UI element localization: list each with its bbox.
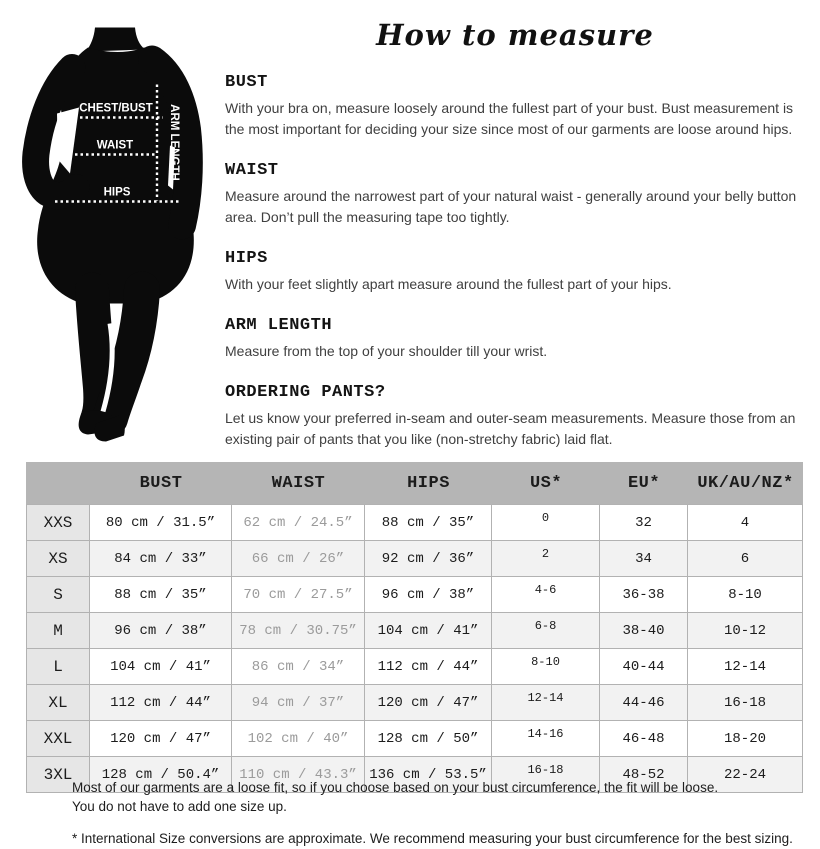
- bust-cell: 96 cm / 38”: [90, 613, 232, 649]
- table-row-xs: [26, 541, 803, 577]
- table-row-xxs: [26, 504, 803, 541]
- table-row-xxl: [26, 721, 803, 757]
- us-cell: 4-6: [492, 577, 600, 613]
- uk-au-nz-cell: 10-12: [688, 613, 803, 649]
- uk-au-nz-cell: 12-14: [688, 649, 803, 685]
- uk-au-nz-cell: 16-18: [688, 685, 803, 721]
- chest-label: CHEST/BUST: [79, 102, 153, 115]
- eu-cell: 32: [600, 504, 688, 541]
- size-cell: XS: [26, 541, 90, 577]
- section-body: With your bra on, measure loosely around the fullest part of your bust. Bust measurement is the most important for deciding your size since most of our garments are loose around hips.: [225, 100, 794, 137]
- section-waist: [225, 161, 805, 228]
- waist-cell: 78 cm / 30.75”: [232, 613, 365, 649]
- hips-cell: 136 cm / 53.5”: [365, 757, 492, 793]
- hips-label: HIPS: [103, 186, 131, 199]
- uk-au-nz-cell: 6: [688, 541, 803, 577]
- page-title: How to measure: [376, 18, 654, 52]
- eu-cell: 40-44: [600, 649, 688, 685]
- bust-cell: 84 cm / 33”: [90, 541, 232, 577]
- section-arm-length: [225, 316, 805, 362]
- eu-cell: 34: [600, 541, 688, 577]
- waist-cell: 66 cm / 26”: [232, 541, 365, 577]
- table-row-l: [26, 649, 803, 685]
- bust-cell: 128 cm / 50.4”: [90, 757, 232, 793]
- instructions-column: [225, 18, 805, 450]
- measurement-figure: [12, 26, 222, 444]
- right-leg: [110, 290, 142, 419]
- table-header-row: [26, 462, 803, 504]
- header-cell-size: [26, 462, 90, 504]
- size-cell: XXL: [26, 721, 90, 757]
- us-cell: 8-10: [492, 649, 600, 685]
- size-cell: XXS: [26, 504, 90, 541]
- eu-cell: 38-40: [600, 613, 688, 649]
- us-cell: 14-16: [492, 721, 600, 757]
- bust-cell: 120 cm / 47”: [90, 721, 232, 757]
- waist-cell: 94 cm / 37”: [232, 685, 365, 721]
- table-row-m: [26, 613, 803, 649]
- section-heading: BUST: [225, 73, 268, 92]
- footer-notes: [72, 778, 814, 848]
- section-ordering-pants: [225, 383, 805, 450]
- section-body: Let us know your preferred in-seam and outer-seam measurements. Measure those from an existing pair of pants that you like (non-stretchy fabric) laid flat.: [225, 410, 796, 447]
- section-heading: WAIST: [225, 161, 279, 180]
- uk-au-nz-cell: 18-20: [688, 721, 803, 757]
- section-body: With your feet slightly apart measure around the fullest part of your hips.: [225, 276, 672, 292]
- section-heading: ORDERING PANTS?: [225, 383, 386, 402]
- waist-cell: 70 cm / 27.5”: [232, 577, 365, 613]
- waist-cell: 62 cm / 24.5”: [232, 504, 365, 541]
- uk-au-nz-cell: 8-10: [688, 577, 803, 613]
- arm-length-label: ARM LENGTH: [168, 104, 180, 181]
- uk-au-nz-cell: 22-24: [688, 757, 803, 793]
- bust-cell: 104 cm / 41”: [90, 649, 232, 685]
- header-cell-eu: EU*: [600, 462, 688, 504]
- section-heading: HIPS: [225, 249, 268, 268]
- size-chart-table: [26, 462, 803, 793]
- section-heading: ARM LENGTH: [225, 316, 333, 335]
- waist-cell: 110 cm / 43.3”: [232, 757, 365, 793]
- hips-cell: 96 cm / 38”: [365, 577, 492, 613]
- bust-cell: 80 cm / 31.5”: [90, 504, 232, 541]
- size-cell: S: [26, 577, 90, 613]
- us-cell: 6-8: [492, 613, 600, 649]
- uk-au-nz-cell: 4: [688, 504, 803, 541]
- table-row-xl: [26, 685, 803, 721]
- waist-cell: 102 cm / 40”: [232, 721, 365, 757]
- hips-cell: 120 cm / 47”: [365, 685, 492, 721]
- loose-fit-note-line1: Most of our garments are a loose fit, so if you choose based on your bust circumference, the fit will be loose.: [72, 780, 719, 795]
- header-cell-waist: WAIST: [232, 462, 365, 504]
- section-bust: [225, 73, 805, 140]
- us-cell: 12-14: [492, 685, 600, 721]
- section-hips: [225, 249, 805, 295]
- header-cell-uk-au-nz: UK/AU/NZ*: [688, 462, 803, 504]
- us-cell: 16-18: [492, 757, 600, 793]
- header-cell-hips: HIPS: [365, 462, 492, 504]
- hips-cell: 104 cm / 41”: [365, 613, 492, 649]
- us-cell: 0: [492, 504, 600, 541]
- header-cell-bust: BUST: [90, 462, 232, 504]
- eu-cell: 36-38: [600, 577, 688, 613]
- loose-fit-note-line2: You do not have to add one size up.: [72, 799, 287, 814]
- size-cell: L: [26, 649, 90, 685]
- section-body: Measure from the top of your shoulder till your wrist.: [225, 343, 548, 359]
- hips-cell: 92 cm / 36”: [365, 541, 492, 577]
- section-body: Measure around the narrowest part of your natural waist - generally around your belly button area. Don’t pull the measuring tape too tightly.: [225, 188, 797, 225]
- body-silhouette-svg: [12, 26, 222, 444]
- hips-cell: 88 cm / 35”: [365, 504, 492, 541]
- waist-cell: 86 cm / 34”: [232, 649, 365, 685]
- hips-cell: 128 cm / 50”: [365, 721, 492, 757]
- bust-cell: 88 cm / 35”: [90, 577, 232, 613]
- us-cell: 2: [492, 541, 600, 577]
- bust-cell: 112 cm / 44”: [90, 685, 232, 721]
- body-silhouette: [86, 28, 145, 52]
- size-cell: 3XL: [26, 757, 90, 793]
- size-cell: XL: [26, 685, 90, 721]
- waist-label: WAIST: [96, 139, 134, 152]
- table-row-s: [26, 577, 803, 613]
- eu-cell: 46-48: [600, 721, 688, 757]
- eu-cell: 44-46: [600, 685, 688, 721]
- header-cell-us: US*: [492, 462, 600, 504]
- size-cell: M: [26, 613, 90, 649]
- hips-cell: 112 cm / 44”: [365, 649, 492, 685]
- size-conversion-footnote: * International Size conversions are approximate. We recommend measuring your bust circumference for the best sizing.: [72, 831, 793, 846]
- eu-cell: 48-52: [600, 757, 688, 793]
